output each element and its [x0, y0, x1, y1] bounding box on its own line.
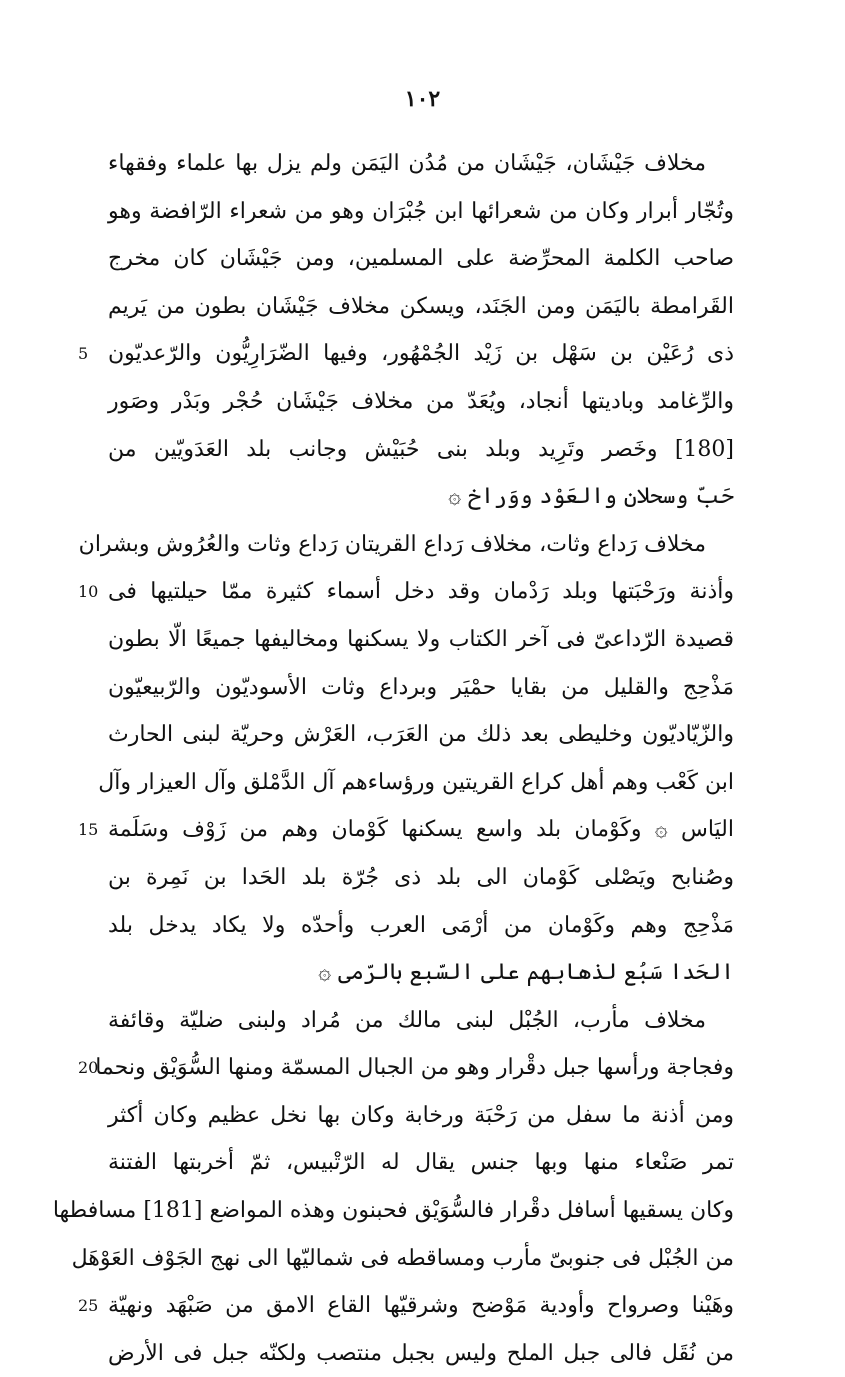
- line-text: تمر صَنْعاء منها وبها جنس يقال له الرّتْبيس، ثمّ أخربتها الفتنة: [108, 1150, 734, 1176]
- text-line: [108, 378, 734, 426]
- text-line: [108, 140, 734, 188]
- text-line: [78, 1044, 734, 1092]
- text-line: [78, 521, 734, 569]
- line-text: القَرامطة باليَمَن ومن الجَنَد، ويسكن مخلاف جَيْشَان بطون من يَريم: [108, 293, 734, 319]
- line-text: ذى رُعَيْن بن سَهْل بن زَيْد الجُمْهُور، وفيها الضّرَارِيُّون والرّعديّون: [108, 341, 734, 367]
- line-text: حَبّ وسحلان والعَوْد ووَراخ ۞: [448, 484, 734, 510]
- text-line: [108, 1330, 734, 1377]
- line-text: وكان يسقيها أسافل دقْرار فالسُّوَيْق فحبنون وهذه المواضع [181] مسافطها: [52, 1198, 734, 1224]
- page-number: ١٠٢: [404, 86, 441, 112]
- line-text: مخلاف رَداع وثات، مخلاف رَداع القريتان رَداع وثات والعُرُوش وبشران: [78, 531, 706, 557]
- text-line: [78, 1282, 734, 1330]
- line-text: من الجُبْل فى جنوبىّ مأرب ومساقطه فى شماليّها الى نهج الجَوْف العَوْهَل: [71, 1245, 734, 1271]
- line-text: مخلاف جَيْشَان، جَيْشَان من مُدُن اليَمَن ولم يزل بها علماء وفقهاء: [108, 151, 706, 176]
- line-text: [180] وخَصر وتَرِيد وبلد بنى حُبَيْش وجانب بلد العَدَويّين من: [108, 436, 734, 462]
- text-line: [52, 1187, 734, 1235]
- text-line: [108, 997, 734, 1045]
- text-line: [108, 473, 734, 521]
- text-line: [108, 283, 734, 331]
- line-text: ابن كَعْب وهم أهل كراع القريتين ورؤساءهم آل الدَّمْلق وآل العيزار وآل: [98, 769, 734, 795]
- line-text: وهَيْنا وصرواح وأودية مَوْضح وشرقيّها القاع الامق من صَبْهَد ونهيّة: [108, 1293, 734, 1319]
- text-line: [108, 854, 734, 902]
- text-line: [108, 235, 734, 283]
- text-line: [98, 759, 734, 807]
- text-line: [78, 806, 734, 854]
- line-number: 25: [78, 1296, 99, 1316]
- text-line: [108, 711, 734, 759]
- line-number: 10: [78, 582, 99, 602]
- text-line: [108, 426, 734, 474]
- text-line: [108, 1139, 734, 1187]
- text-line: [108, 188, 734, 236]
- line-text: من نُقَل فالى جبل الملح وليس بجبل منتصب ولكنّه جبل فى الأرض: [108, 1340, 734, 1366]
- text-line: [108, 1092, 734, 1140]
- text-line: [108, 949, 734, 997]
- text-line: [78, 568, 734, 616]
- line-number: 15: [78, 820, 99, 840]
- line-text: ومن أذنة ما سفل من رَحْبَة ورخابة وكان بها نخل عظيم وكان أكثر: [108, 1102, 734, 1128]
- line-text: مَذْحِج وهم وكَوْمان من أرْمَى العرب وأحدّه ولا يكاد يدخل بلد: [108, 912, 734, 938]
- line-text: وتُجّار أبرار وكان من شعرائها ابن جُبْرَان وهو من شعراء الرّافضة وهو: [108, 198, 734, 224]
- line-text: اليَاس ۞ وكَوْمان بلد واسع يسكنها كَوْمان وهم من زَوْف وسَلَمة: [108, 817, 734, 843]
- line-text: قصيدة الرّداعىّ فى آخر الكتاب ولا يسكنها ومخاليفها جميعًا الّا بطون: [108, 626, 734, 652]
- main-text-block: [52, 140, 734, 1377]
- line-text: وصُنابح ويَصْلى كَوْمان الى بلد ذى جُرّة بلد الحَدا بن نَمِرة بن: [108, 864, 734, 890]
- line-text: والزّيّاديّون وخليطى بعد ذلك من العَرَب، العَرْش وحريّة لبنى الحارث: [108, 722, 734, 748]
- line-text: صاحب الكلمة المحرِّضة على المسلمين، ومن جَيْشَان كان مخرج: [108, 246, 734, 272]
- line-text: والرِّغامد وباديتها أنجاد، ويُعَدّ من مخلاف جَيْشَان حُجْر وبَدْر وصَور: [108, 388, 734, 414]
- line-text: وأذنة ورَحْبَتها وبلد رَدْمان وقد دخل أسماء كثيرة ممّا حيلتيها فى: [108, 579, 734, 605]
- text-line: [108, 664, 734, 712]
- text-line: [78, 330, 734, 378]
- line-text: مخلاف مأرب، الجُبْل لبنى مالك من مُراد ولبنى ضليّة وقائفة: [108, 1007, 706, 1033]
- line-text: الحَدا سَبُع لذهابهم على السّبع بالرّمى ۞: [318, 960, 734, 986]
- text-line: [108, 902, 734, 950]
- text-line: [108, 616, 734, 664]
- text-line: [71, 1235, 734, 1283]
- line-text: مَذْحِج والقليل من بقايا حمْيَر وبرداع وثات الأسوديّون والرّبيعيّون: [108, 674, 734, 700]
- line-number: 5: [78, 344, 89, 364]
- line-number: 20: [78, 1058, 99, 1078]
- line-text: وفجاجة ورأسها جبل دقْرار وهو من الجبال المسمّة ومنها السُّوَيْق ونحما: [95, 1055, 734, 1081]
